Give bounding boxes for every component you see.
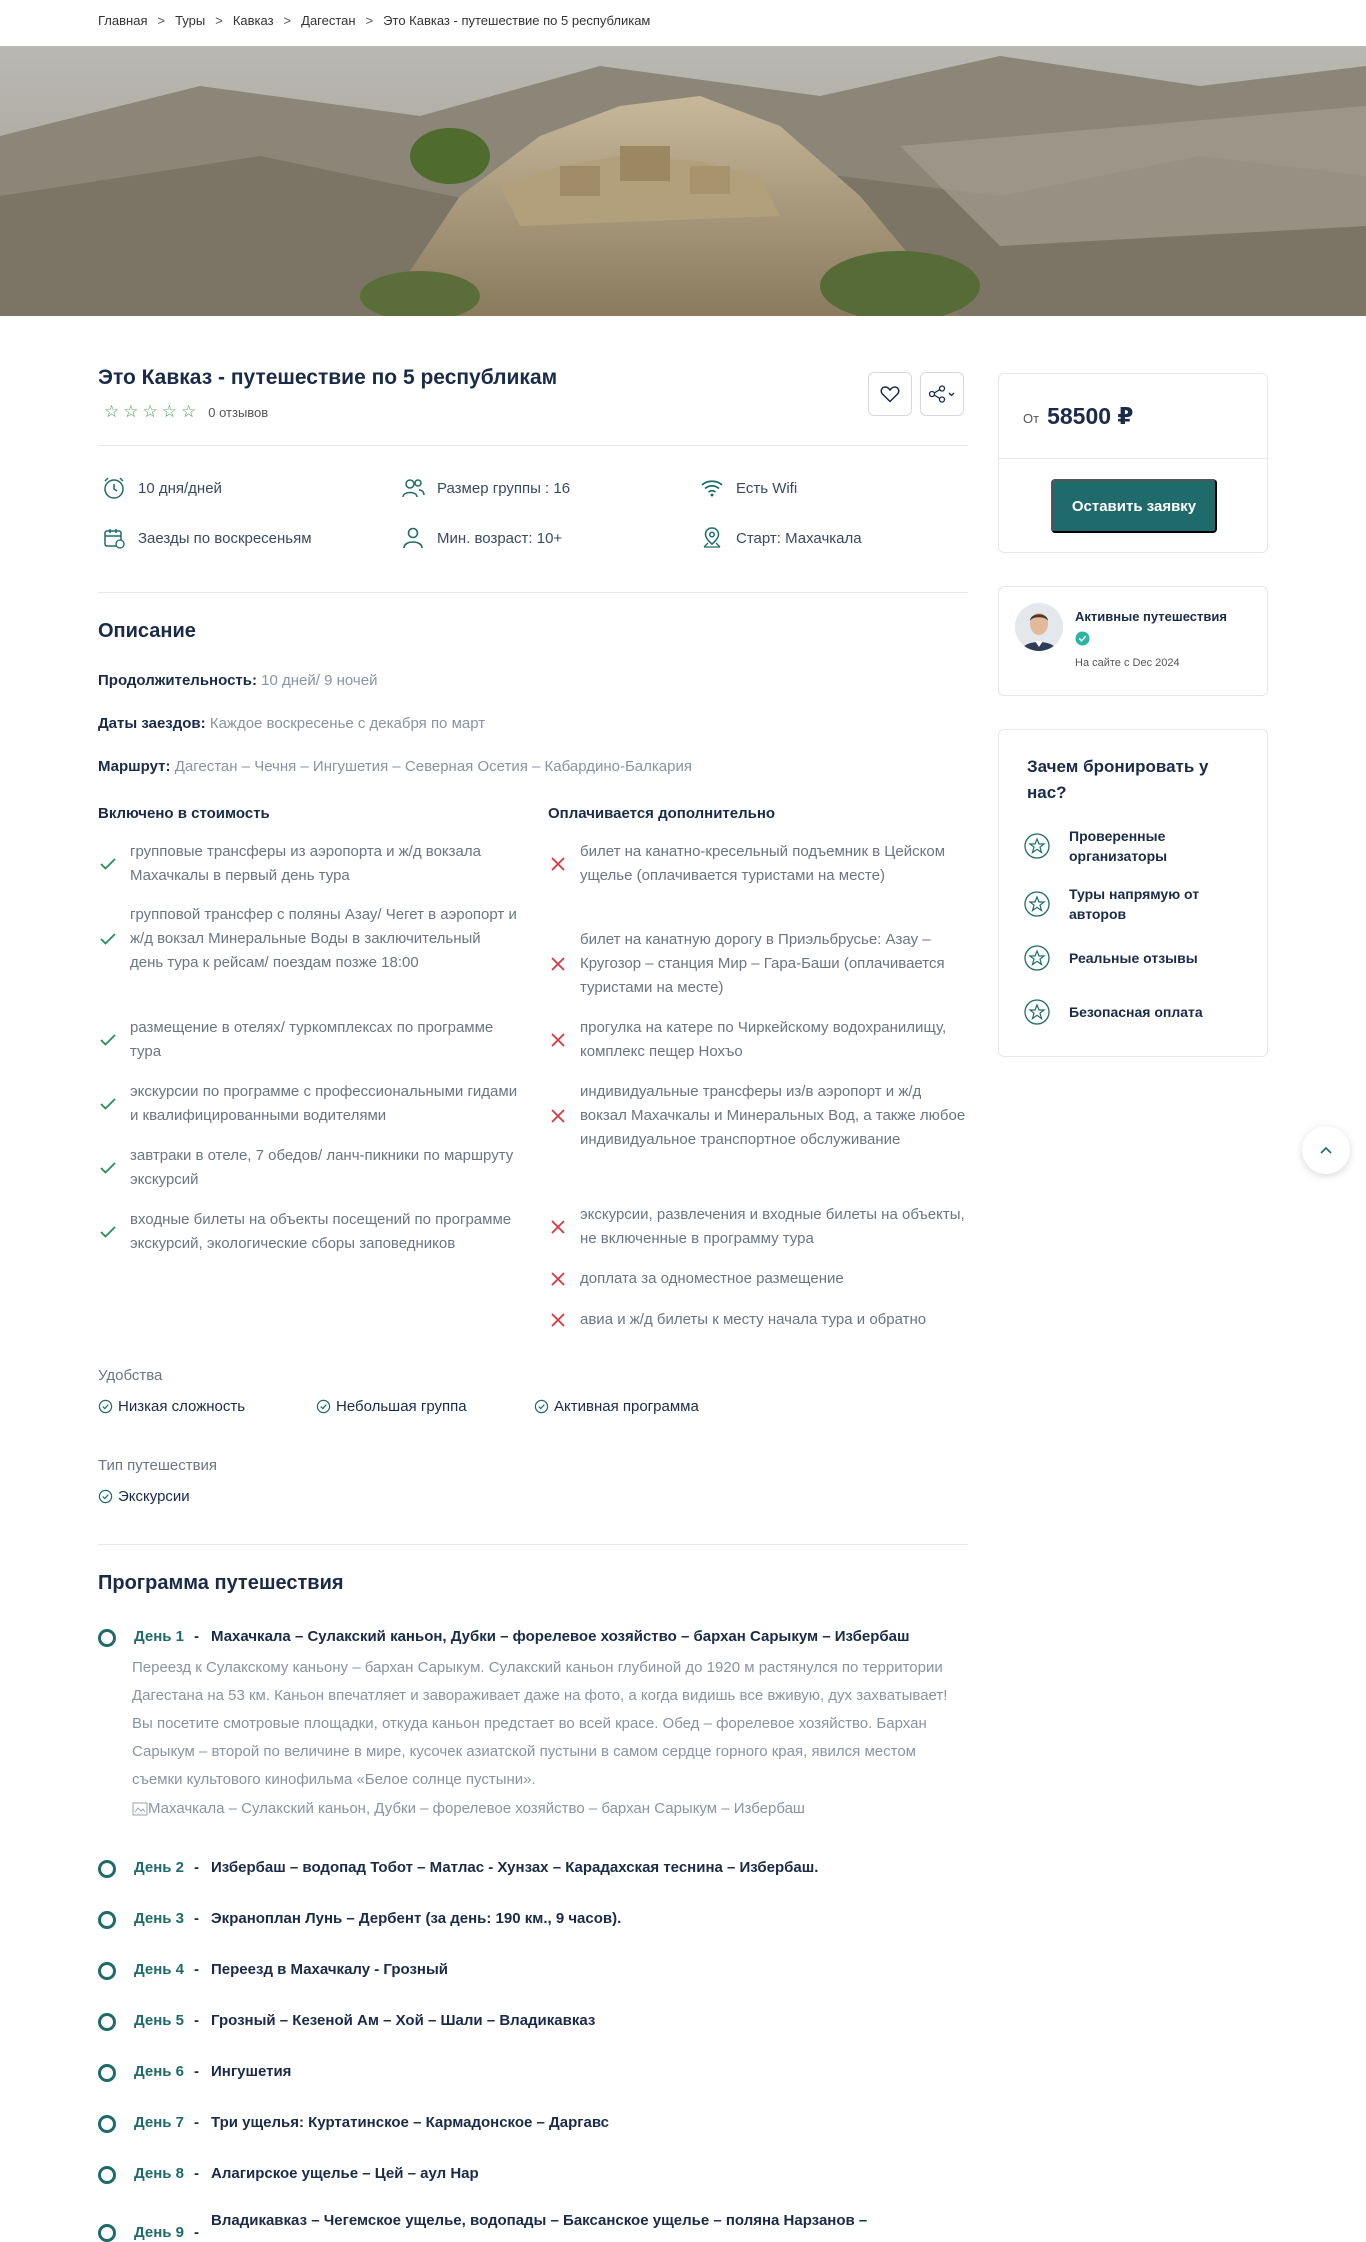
broken-image-icon [132, 1801, 148, 1817]
star-icon: ☆ [161, 402, 177, 421]
day-number: День 7 [134, 2114, 185, 2131]
organizer-card[interactable] [998, 586, 1268, 696]
breadcrumb-separator: > [365, 12, 374, 28]
day-number: День 4 [134, 1961, 185, 1978]
route-label: Маршрут: [98, 758, 171, 775]
timeline-dot-icon [98, 1962, 116, 1980]
why-item-text: Проверенные организаторы [1069, 828, 1168, 864]
included-item [98, 1080, 518, 1128]
excluded-item-text: экскурсии, развлечения и входные билеты на объекты, не включенные в программу тура [580, 1206, 965, 1247]
day-dash: - [194, 1859, 200, 1876]
avatar [1015, 603, 1063, 651]
program-day[interactable] [98, 2212, 867, 2242]
day-title: Грозный – Кезеной Ам – Хой – Шали – Владикавказ [211, 2012, 596, 2029]
feature-group-size [401, 476, 570, 500]
included-item-text: завтраки в отеле, 7 обедов/ ланч-пикники по маршруту экскурсий [130, 1147, 514, 1188]
scroll-to-top-button[interactable] [1302, 1126, 1350, 1174]
feature-min-age [401, 526, 562, 550]
star-badge-icon [1023, 944, 1051, 972]
program-title: Программа путешествия [98, 1572, 344, 1594]
excluded-item-text: билет на канатную дорогу в Приэльбрусье: Азау – Кругозор – станция Мир – Гара-Баши (оплачивается туристами на месте) [580, 931, 945, 996]
dates-value: Каждое воскресенье с декабря по март [209, 715, 486, 732]
cross-icon [550, 1032, 566, 1048]
why-item [1023, 998, 1243, 1026]
hero-image [0, 46, 1366, 316]
organizer-photo [1015, 603, 1063, 651]
excluded-item [548, 1308, 978, 1332]
feature-min-age-text: Мин. возраст: 10+ [437, 529, 563, 547]
duration-value: 10 дней/ 9 ночей [261, 672, 378, 689]
feature-duration [102, 476, 222, 500]
feature-start [700, 526, 862, 550]
cross-icon [550, 1312, 566, 1328]
breadcrumb-home[interactable]: Главная [98, 12, 148, 28]
day-dash: - [194, 2224, 200, 2241]
timeline-dot-icon [98, 2115, 116, 2133]
feature-wifi [700, 476, 797, 500]
share-icon [928, 385, 956, 403]
included-title: Включено в стоимость [98, 805, 270, 822]
day-number: День 1 [134, 1628, 185, 1645]
day-dash: - [194, 2063, 200, 2080]
rating [104, 402, 268, 422]
amenity-chip [534, 1398, 699, 1415]
check-icon [100, 1098, 116, 1110]
excluded-item [548, 1016, 968, 1064]
day-title: Три ущелья: Куртатинское – Кармадонское – Даргавс [211, 2114, 610, 2131]
included-item-text: входные билеты на объекты посещений по программе экскурсий, экологические сборы заповедников [130, 1211, 512, 1252]
check-circle-icon [98, 1399, 113, 1414]
program-day[interactable] [98, 2012, 595, 2031]
wifi-icon [700, 476, 724, 500]
check-icon [100, 1226, 116, 1238]
breadcrumb-caucasus[interactable]: Кавказ [232, 12, 274, 28]
check-icon [100, 933, 116, 945]
timeline-dot-icon [98, 1629, 116, 1647]
feature-group-size-text: Размер группы : 16 [437, 479, 571, 497]
duration-line [98, 672, 377, 689]
excluded-item [548, 840, 968, 888]
check-icon [100, 1034, 116, 1046]
day-dash: - [194, 1910, 200, 1927]
excluded-item-text: прогулка на катере по Чиркейскому водохранилищу, комплекс пещер Нохъо [580, 1019, 947, 1060]
star-badge-icon [1023, 832, 1051, 860]
share-button[interactable] [920, 372, 964, 416]
check-icon [100, 1162, 116, 1174]
excluded-item-text: авиа и ж/д билеты к месту начала тура и обратно [580, 1311, 927, 1328]
feature-departures-text: Заезды по воскресеньям [138, 529, 312, 547]
day-number: День 6 [134, 2063, 185, 2080]
organizer-name[interactable]: Активные путешествия [1075, 609, 1227, 624]
breadcrumb-separator: > [215, 12, 223, 28]
feature-start-text: Старт: Махачкала [736, 529, 862, 547]
day-description: Переезд к Сулакскому каньону – бархан Сарыкум. Сулакский каньон глубиной до 1920 м растянулся по территории Дагестана на 53 км. Каньон впечатляет и завораживает даже на фото, а когда видишь все вживую, дух захватывает! Вы посетите смотровые площадки, откуда каньон предстает во всей красе. Обед – форелевое хозяйство. Бархан Сарыкум – второй по величине в мире, кусочек азиатской пустыни в самом сердце горного края, явился местом съемки культового кинофильма «Белое солнце пустыни». [132, 1659, 948, 1788]
day-title: Алагирское ущелье – Цей – аул Нар [211, 2165, 479, 2182]
timeline-dot-icon [98, 2013, 116, 2031]
day-dash: - [194, 1628, 200, 1645]
heart-icon [880, 385, 900, 403]
why-title: Зачем бронировать у нас? [1027, 757, 1209, 802]
why-item [1023, 944, 1243, 972]
amenity-chip-text: Низкая сложность [118, 1398, 246, 1415]
amenity-chip-text: Небольшая группа [336, 1398, 467, 1415]
day-dash: - [194, 2165, 200, 2182]
verified-icon [1075, 631, 1090, 646]
excluded-item [548, 1267, 968, 1291]
included-item-text: экскурсии по программе с профессиональными гидами и квалифицированными водителями [130, 1083, 518, 1124]
price-row [999, 374, 1269, 459]
breadcrumb-current: Это Кавказ - путешествие по 5 республикам [383, 12, 651, 28]
booking-card [998, 373, 1268, 553]
breadcrumb-dagestan[interactable]: Дагестан [301, 12, 356, 28]
excluded-item-text: доплата за одноместное размещение [580, 1270, 844, 1287]
day-number: День 8 [134, 2165, 185, 2182]
favorite-button[interactable] [868, 372, 912, 416]
cross-icon [550, 1271, 566, 1287]
cross-icon [550, 956, 566, 972]
included-item [98, 840, 518, 888]
timeline-dot-icon [98, 2224, 116, 2242]
trip-type-label: Тип путешествия [98, 1457, 218, 1474]
feature-wifi-text: Есть Wifi [736, 479, 798, 497]
excluded-title: Оплачивается дополнительно [548, 805, 776, 822]
amenity-chip-text: Активная программа [554, 1398, 699, 1415]
route-value: Дагестан – Чечня – Ингушетия – Северная Осетия – Кабардино-Балкария [174, 758, 692, 775]
program-day[interactable] [98, 2165, 479, 2184]
why-book-card [998, 729, 1268, 1057]
why-item [1023, 884, 1243, 924]
calendar-icon [102, 526, 126, 550]
why-item-text: Безопасная оплата [1069, 1004, 1203, 1020]
included-item-text: размещение в отелях/ туркомплексах по программе тура [130, 1019, 494, 1060]
mountain-village-image [0, 46, 1366, 316]
included-item [98, 1016, 518, 1064]
check-icon [100, 858, 116, 870]
day-title: Ингушетия [211, 2063, 292, 2080]
excluded-item-text: билет на канатно-кресельный подъемник в Цейском ущелье (оплачивается туристами на месте) [580, 843, 946, 884]
dates-line [98, 715, 485, 732]
breadcrumb-tours[interactable]: Туры [175, 12, 206, 28]
dates-label: Даты заездов: [98, 715, 206, 732]
day-dash: - [194, 1961, 200, 1978]
user-icon [401, 526, 425, 550]
day-image [132, 1800, 805, 1817]
divider [98, 445, 968, 446]
why-item-text: Туры напрямую от авторов [1069, 886, 1200, 922]
chevron-up-icon [1320, 1146, 1332, 1154]
amenity-chip [316, 1398, 467, 1415]
star-icon: ☆ [104, 402, 120, 421]
program-day[interactable] [98, 1910, 621, 1929]
timeline-dot-icon [98, 1860, 116, 1878]
check-circle-icon [98, 1489, 113, 1504]
breadcrumb-separator: > [283, 12, 292, 28]
organizer-since: На сайте с Dec 2024 [1075, 657, 1180, 669]
day-title: Экраноплан Лунь – Дербент (за день: 190 км., 9 часов). [211, 1910, 622, 1927]
feature-departures [102, 526, 312, 550]
excluded-item [548, 1080, 968, 1152]
excluded-item-text: индивидуальные трансферы из/в аэропорт и ж/д вокзал Махачкалы и Минеральных Вод, а также любое индивидуальное транспортное обслуживание [580, 1083, 966, 1148]
timeline-dot-icon [98, 1911, 116, 1929]
description-title: Описание [98, 620, 196, 642]
cross-icon [550, 856, 566, 872]
clock-icon [102, 476, 126, 500]
cross-icon [550, 1219, 566, 1235]
program-day[interactable] [98, 1859, 818, 1878]
program-day[interactable] [98, 2114, 609, 2133]
day-title: Избербаш – водопад Тобот – Матлас - Хунзах – Карадахская теснина – Избербаш. [211, 1859, 819, 1876]
route-line [98, 758, 692, 775]
star-icon: ☆ [181, 402, 197, 421]
program-day[interactable] [98, 2063, 291, 2082]
breadcrumb-separator: > [157, 12, 166, 28]
booking-request-button[interactable]: Оставить заявку [1051, 479, 1217, 533]
timeline-dot-icon [98, 2064, 116, 2082]
star-icon: ☆ [142, 402, 158, 421]
check-circle-icon [316, 1399, 331, 1414]
price-from: От [1023, 410, 1040, 426]
divider [98, 1544, 968, 1545]
included-item-text: групповые трансферы из аэропорта и ж/д вокзала Махачкалы в первый день тура [130, 843, 481, 884]
star-badge-icon [1023, 890, 1051, 918]
why-item-text: Реальные отзывы [1069, 950, 1198, 966]
trip-type-chip-text: Экскурсии [118, 1488, 190, 1505]
day-title: Переезд в Махачкалу - Грозный [211, 1961, 449, 1978]
included-item [98, 1208, 518, 1256]
day-number: День 2 [134, 1859, 185, 1876]
breadcrumb [98, 10, 650, 30]
check-circle-icon [534, 1399, 549, 1414]
price-value: 58500 ₽ [1047, 402, 1134, 429]
included-item-text: групповой трансфер с поляны Азау/ Чегет в аэропорт и ж/д вокзал Минеральные Воды в заключительный день тура к рейсам/ поездам позже 18:00 [130, 906, 517, 971]
excluded-item [548, 928, 968, 1000]
excluded-item [548, 1203, 968, 1251]
amenity-chip [98, 1398, 245, 1415]
day-number: День 3 [134, 1910, 185, 1927]
timeline-dot-icon [98, 2166, 116, 2184]
program-day[interactable] [98, 1961, 448, 1980]
day-number: День 9 [134, 2224, 185, 2241]
program-day[interactable] [98, 1628, 910, 1647]
location-icon [700, 526, 724, 550]
day-title: Махачкала – Сулакский каньон, Дубки – форелевое хозяйство – бархан Сарыкум – Избербаш [211, 1628, 910, 1645]
duration-label: Продолжительность: [98, 672, 257, 689]
trip-type-chip [98, 1488, 190, 1505]
feature-duration-text: 10 дня/дней [138, 479, 222, 497]
day-dash: - [194, 2012, 200, 2029]
included-item [98, 903, 518, 975]
day-title: Владикавказ – Чегемское ущелье, водопады – Баксанское ущелье – поляна Нарзанов – [211, 2212, 868, 2229]
group-icon [401, 476, 425, 500]
why-item [1023, 826, 1243, 866]
day-number: День 5 [134, 2012, 185, 2029]
star-badge-icon [1023, 998, 1051, 1026]
star-icon: ☆ [123, 402, 139, 421]
reviews-count[interactable]: 0 отзывов [208, 404, 269, 420]
day-dash: - [194, 2114, 200, 2131]
cross-icon [550, 1108, 566, 1124]
included-item [98, 1144, 518, 1192]
day-image-alt: Махачкала – Сулакский каньон, Дубки – форелевое хозяйство – бархан Сарыкум – Избербаш [148, 1800, 805, 1817]
divider [98, 592, 968, 593]
tour-title: Это Кавказ - путешествие по 5 республикам [98, 366, 558, 389]
amenities-label: Удобства [98, 1367, 163, 1384]
